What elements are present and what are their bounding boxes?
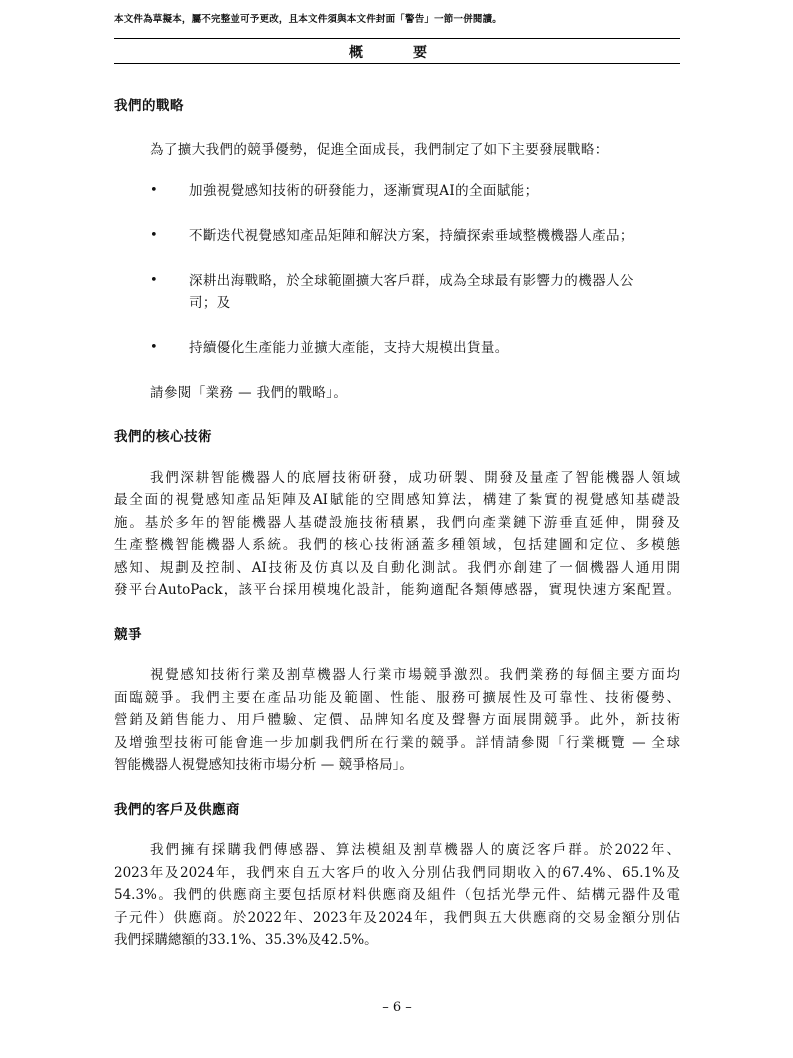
competition-line: 面臨競爭。我們主要在產品功能及範圍、性能、服務可擴展性及可靠性、技術優勢、 xyxy=(114,690,680,706)
strategy-bullet-2: 不斷迭代視覺感知產品矩陣和解決方案，持續探索垂域整機機器人產品； xyxy=(189,228,634,244)
competition-line: 營銷及銷售能力、用戶體驗、定價、品牌知名度及聲譽方面展開競爭。此外，新技術 xyxy=(114,712,680,728)
header-rule-top xyxy=(114,38,680,39)
bullet-marker: • xyxy=(150,183,158,198)
core-tech-line: 發平台AutoPack，該平台採用模塊化設計，能夠適配各類傳感器，實現快速方案配置。 xyxy=(114,582,680,598)
strategy-intro: 為了擴大我們的競爭優勢，促進全面成長，我們制定了如下主要發展戰略： xyxy=(150,142,609,158)
core-tech-line: 我們深耕智能機器人的底層技術研發，成功研製、開發及量產了智能機器人領域 xyxy=(150,470,680,486)
header-rule-bottom xyxy=(114,63,680,64)
customers-line: 2023年及2024年，我們來自五大客戶的收入分別佔我們同期收入的67.4%、65.1%及 xyxy=(114,865,680,881)
bullet-marker: • xyxy=(150,273,158,288)
section-heading-strategy: 我們的戰略 xyxy=(114,98,184,114)
strategy-bullet-1: 加強視覺感知技術的研發能力，逐漸實現AI的全面賦能； xyxy=(189,183,539,199)
strategy-bullet-3-cont: 司；及 xyxy=(189,295,231,311)
bullet-marker: • xyxy=(150,340,158,355)
strategy-bullet-4: 持續優化生產能力並擴大產能，支持大規模出貨量。 xyxy=(189,340,509,356)
customers-line: 子元件）供應商。於2022年、2023年及2024年，我們與五大供應商的交易金額分別佔 xyxy=(114,910,680,926)
strategy-reference: 請參閱「業務 — 我們的戰略」。 xyxy=(150,385,348,401)
customers-line: 54.3%。我們的供應商主要包括原材料供應商及組件（包括光學元件、結構元器件及電 xyxy=(114,887,680,903)
customers-line: 我們擁有採購我們傳感器、算法模組及割草機器人的廣泛客戶群。於2022年、 xyxy=(150,842,680,858)
core-tech-line: 最全面的視覺感知產品矩陣及AI賦能的空間感知算法，構建了紮實的視覺感知基礎設 xyxy=(114,492,680,508)
customers-line: 我們採購總額的33.1%、35.3%及42.5%。 xyxy=(114,932,378,948)
core-tech-line: 感知、規劃及控制、AI技術及仿真以及自動化測試。我們亦創建了一個機器人通用開 xyxy=(114,560,680,576)
section-heading-core-tech: 我們的核心技術 xyxy=(114,429,212,445)
section-heading-customers: 我們的客戶及供應商 xyxy=(114,802,240,818)
competition-line: 智能機器人視覺感知技術市場分析 — 競爭格局」。 xyxy=(114,757,413,773)
page-number: – 6 – xyxy=(382,1000,412,1015)
draft-notice: 本文件為草擬本，屬不完整並可予更改，且本文件須與本文件封面「警告」一節一併閱讀。 xyxy=(114,14,503,25)
competition-line: 視覺感知技術行業及割草機器人行業市場競爭激烈。我們業務的每個主要方面均 xyxy=(150,667,680,683)
bullet-marker: • xyxy=(150,228,158,243)
strategy-bullet-3: 深耕出海戰略，於全球範圍擴大客戶群，成為全球最有影響力的機器人公 xyxy=(189,273,634,289)
section-heading-competition: 競爭 xyxy=(114,627,142,643)
core-tech-line: 生產整機智能機器人系統。我們的核心技術涵蓋多種領域，包括建圖和定位、多模態 xyxy=(114,537,680,553)
page-title: 概 要 xyxy=(349,45,445,61)
competition-line: 及增強型技術可能會進一步加劇我們所在行業的競爭。詳情請參閱「行業概覽 — 全球 xyxy=(114,735,680,751)
core-tech-line: 施。基於多年的智能機器人基礎設施技術積累，我們向產業鏈下游垂直延伸，開發及 xyxy=(114,515,680,531)
